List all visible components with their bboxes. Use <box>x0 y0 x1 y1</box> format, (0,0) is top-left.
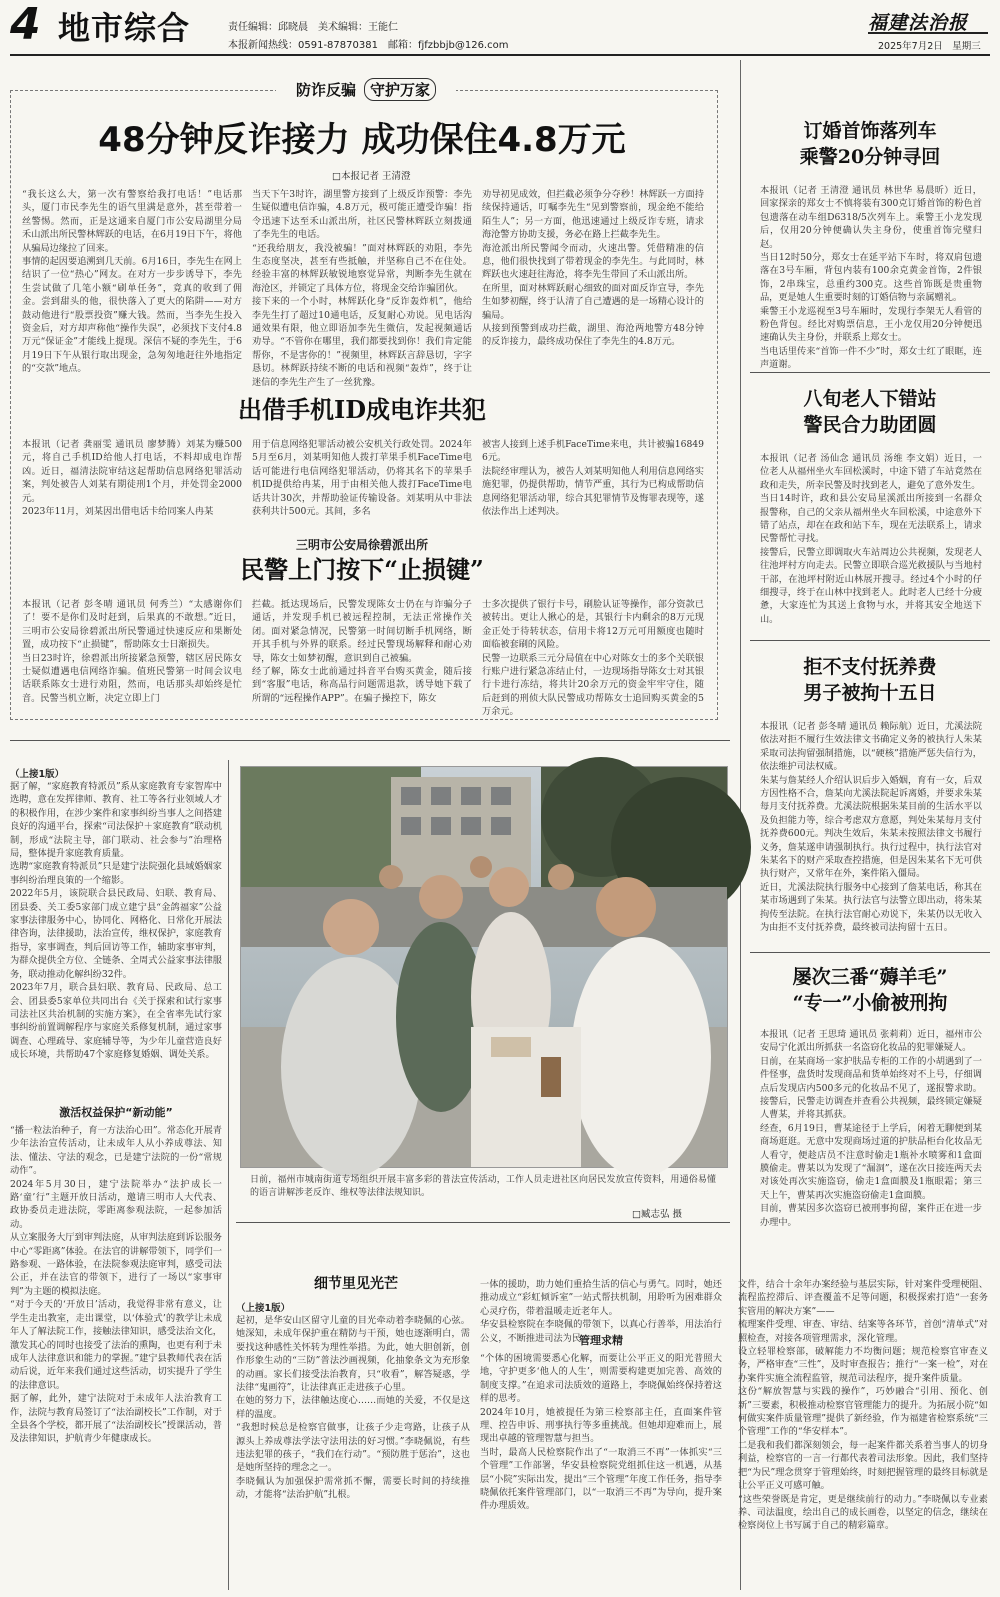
story3-headline: 民警上门按下“止损键” <box>240 555 484 584</box>
side-rule-1 <box>750 372 990 373</box>
story1-column-3: 劝导初见成效，但拦截必须争分夺秒！林辉跃一方面持续保持通话，叮嘱李先生“见到警察前，现金绝不能给陌生人”；另一方面，他迅速通过上级反诈专班，请求海沧警方协助支援，务必在路上拦截李先生。 海沧派出所民警闻令而动，火速出警。凭借精准的信息，他们很快找到了带着现金的李先生。与此同时，林辉跃也火速赶往海沧，将李先生带回了禾山派出所。 在所里，面对林辉跃耐心细致的面对面反诈宣导，李先生如梦初醒，终于认清了自己遭遇的是一场精心设计的骗局。 从接到预警到成功拦截，湖里、海沧两地警方48分钟的反诈接力，最终成功保住了李先生的4.8万元。 <box>482 189 704 348</box>
story2-column-2: 用于信息网络犯罪活动被公安机关行政处罚。2024年5月至6月，刘某明知他人拨打苹果手机FaceTime电话可能进行电信网络犯罪活动，仍将其名下的苹果手机ID提供给冉某，用于由相关他人拨打FaceTime电话共计30次，并帮助验证传输设备。刘某明从中非法获利共计500元。其间，多名 <box>252 439 472 518</box>
photo-rule <box>236 1222 730 1223</box>
bottom-subhead: 管理求精 <box>579 1334 623 1347</box>
bottom-headline: 细节里见光芒 <box>314 1276 398 1292</box>
bottom-column-2b: “个体的困境需要悉心化解，而要让公平正义的阳光普照大地，守护更多‘他人的人生’，则需要构建更加完善、高效的制度支撑。”在追求司法质效的道路上，李晓佩始终保持着这样的思考。 2024年10月，她被提任为第三检察部主任，直面案件管理、控告申诉、刑事执行等多重挑战。但她却迎难而上，展现出卓越的管理智慧与担当。 当时，最高人民检察院作出了“一取消三不再”一体抓实“三个管理”工作部署，华安县检察院党组抓住这一机遇，从基层“小院”实际出发，提出“三个管理”年度工作任务，指导李晓佩依托案件管理部门，以“一取消三不再”为导向，提升案件办理质效。 <box>480 1353 722 1512</box>
left-body-2: “播一粒法治种子，育一方法治心田”。常态化开展青少年法治宣传活动，让未成年人从小养成尊法、知法、懂法、守法的观念，已是建宁法院的一份“常规动作”。 2024年5月30日，建宁法院举办“法护成长一路‘童’行”主题开放日活动，邀请三明市人大代表、政协委员走进法院，零距离参观法院，一起参加活动。 从立案服务大厅到审判法庭，从审判法庭到诉讼服务中心“零距离”体验。在法官的讲解带领下，同学们一路参观、一路体验，在法院参观法庭审判，感受司法公正，并在法官的带领下，进行了一场以“家事审判”为主题的模拟法庭。 “对于今天的‘开放日’活动，我觉得非常有意义，让学生走出教室，走出课堂，以‘体验式’的教学让未成年人了解法院工作，接触法律知识，感受法治文化，激发其心的同时也接受了法治的熏陶，也更有利于未成年人法律意识和能力的掌握。”建宁县教师代表在活动后说，近年来我们通过这些活动，切实提升了学生的法律意识。 据了解，此外，建宁法院对于未成年人法治教育工作，法院与教育局签订了“法治副校长”工作制，对于全县各个学校，都开展了“法治副校长”授课活动，普及法律知识，护航青少年健康成长。 <box>10 1125 222 1445</box>
hotline-email: 本报新闻热线：0591-87870381 邮箱：fjfzbbjb@126.com <box>228 40 509 51</box>
story1-column-1: “我长这么大，第一次有警察给我打电话！”电话那头，厦门市民李先生的语气里满是意外，甚至带着一丝警惕。然而，正是这通来自厦门市公安局湖里分局禾山派出所民警林辉跃的电话，在6月19日下午，将他从骗局边缘拉了回来。 事情的起因要追溯到几天前。6月16日，李先生在网上结识了一位“热心”网友。在对方一步步诱导下，李先生尝试做了几笔小额“刷单任务”，竟真的收到了佣金。尝到甜头的他，很快落入了更大的陷阱——对方鼓动他进行“股票投资”赚大钱。然而，当李先生投入资金后，对方却声称他“操作失误”，必须找下支付4.8万元“保证金”才能线上提现。深信不疑的李先生，于6月19日下午从银行取出现金，急匆匆地赶往外地指定的“交款”地点。 <box>22 189 242 375</box>
side2-body: 本报讯（记者 汤仙念 通讯员 汤维 李文娟）近日，一位老人从福州坐火车回松溪时，中途下错了车站竟然在政和走失，所幸民警及时找到老人，避免了意外发生。 当日14时许，政和县公安局星溪派出所接到一名群众报警称，自己的父亲从福州坐火车回松溪，中途意外下错了站点，却在在政和站下车，现在无法联系上，请求民警帮忙寻找。 接警后，民警立即调取火车站周边公共视频，发现老人往池坪村方向走去。民警立即联合巡光救援队与当地村干部，在池坪村附近山林展开搜寻。经过4个小时的仔细搜寻，终于在山林中找到老人。此时老人已经十分疲惫，大家连忙为其送上食物与水，并将其安全地送下山。 <box>760 453 982 625</box>
story3-subhead: 三明市公安局徐碧派出所 <box>295 538 428 552</box>
side4-body: 本报讯（记者 王思琦 通讯员 张莉莉）近日，福州市公安局宁化派出所抓获一名盗窃化妆品的犯罪嫌疑人。 日前，在某商场一家护肤品专柜的工作的小胡遇到了一件怪事，盘货时发现商品和货单始终对不上号，仔细调点后发现店内500多元的化妆品不见了，遂报警求助。接警后，民警走访调查并查看公共视频，最终锁定嫌疑人曹某，并将其抓获。 经查，6月19日，曹某途径于上学后，闲着无聊便到某商场逛逛。无意中发现商场过道的护肤品柜台化妆品无人看守，便趁店员不注意时偷走1瓶补水喷雾和1盒面膜偷走。曹某以为发现了“漏洞”，遂在次日接连两天去对该处再次实施盗窃，偷走1盒面膜及1瓶眼霜；第三天上午，曹某再次实施盗窃偷走1盒面膜。 目前，曹某因多次盗窃已被刑事拘留，案件正在进一步办理中。 <box>760 1029 982 1228</box>
side1-headline-line1: 订婚首饰落列车 <box>803 120 937 142</box>
story1-column-2: 当天下午3时许，湖里警方接到了上级反诈预警：李先生疑似遭电信诈骗，4.8万元，极可能正遭受诈骗！指令迅速下达至禾山派出所，社区民警林辉跃立刻拨通了李先生的电话。 “还我给朋友，我没被骗！”面对林辉跃的劝阻，李先生态度坚决，甚至有些抵触，并坚称自己不在住处。经验丰富的林辉跃敏锐地察觉异常，判断李先生就在海沧区，并锁定了具体方位，将现金交给诈骗团伙。 接下来的一个小时，林辉跃化身“反诈轰炸机”，他给李先生打了超过10通电话，反复耐心劝说。见电话沟通效果有限，他立即语加李先生微信，发起视频通话劝导。“不管你在哪里，我们都要找到你！我们肯定能帮你，不是害你的！”视频里，林辉跃言辞恳切，字字恳切。林辉跃持续不断的电话和视频“轰炸”，终于让迷信的李先生产生了一丝犹豫。 <box>252 189 472 388</box>
side2-headline-line1: 八旬老人下错站 <box>803 388 937 410</box>
story1-headline: 48分钟反诈接力 成功保住4.8万元 <box>98 120 626 160</box>
side3-headline-line2: 男子被拘十五日 <box>803 682 937 704</box>
left-body-1: 据了解，“家庭教育特派员”系从家庭教育专家智库中选聘，意在发挥律师、教育、社工等各行业领域人才的积极作用，在涉少案件和家事纠纷当事人之间搭建良好的沟通平台，探索“司法保护＋家庭教育”联动机制，形成“法院主导，部门联动、社会参与”治理格局，整体提升家庭教育质量。 选聘“家庭教育特派员”只是建宁法院强化县域婚姻家事纠纷治理良策的一个缩影。 2022年5月，该院联合县民政局、妇联、教育局、团县委、关工委5家部门成立建宁县“金鸽福家”公益家事法律服务中心，协同化、网格化、日常化开展法律咨询，法律援助，法治宣传，维权保护，家庭教育指导，家事调查，判后回访等工作，辅助家事审判，为群众提供全方位、全链条、全周式公益家事法律服务，联动推动化解纠纷32件。 2023年7月，联合县妇联、教育局、民政局、总工会、团县委5家单位共同出台《关于探索和试行家事司法社区共治机制的实施方案》，在全省率先试行家事纠纷前置调解程序与家庭关系修复机制，通过家事调查、心理疏导、家庭辅导等，为少年儿童营造良好成长环境，共帮助47个家庭修复婚姻、调处关系。 <box>10 781 222 1061</box>
page-number: 4 <box>10 0 41 50</box>
bottom-column-1: 起初，是华安山区留守儿童的目光牵动着李晓佩的心弦。她深知，未成年保护重在精防与干预，她也逐渐明白，需要找这种感性关怀转为理性举措。为此，她大胆创新，创作形象生动的“三防”普法沙画视频，化抽象条文为充形象的动画。家长们接受法治教育，只“收看”，解答疑惑，学法律“鬼画符”，让法律真正走进孩子心里。 在她的努力下，法律触达度心……而她的关爱，不仅是这样的温度。 “我想时候总是检察官做事，让孩子少走弯路，让孩子从源头上养成尊法学法守法用法的好习惯。”李晓佩说，有些违法犯罪的孩子，“我们在行动”。“预防胜于惩治”，这也是她所坚持的理念之一。 李晓佩认为加强保护需常抓不懈，需要长时间的持续推动，才能将“法治护航”扎根。 <box>236 1315 470 1501</box>
bottom-continued-label: （上接1版） <box>236 1303 291 1314</box>
side-rule-3 <box>750 952 990 953</box>
photo-caption: 日前，福州市城南街道专场组织开展丰富多彩的普法宣传活动，工作人员走进社区向居民发放宣传资料，用通俗易懂的语言讲解涉老反诈、维权等法律法规知识。 <box>250 1175 716 1199</box>
masthead-rule <box>10 54 990 56</box>
story1-byline: □本报记者 王清澄 <box>332 171 411 182</box>
banner-left: 防诈反骗 <box>295 80 356 99</box>
left-column-divider <box>228 760 229 1590</box>
side2-headline-line2: 警民合力助团圆 <box>803 414 937 436</box>
side4-headline-line2: “专一”小偷被刑拘 <box>792 992 948 1014</box>
newspaper-name: 福建法治报 <box>868 12 969 34</box>
side3-headline-line1: 拒不支付抚养费 <box>803 656 937 678</box>
news-photo <box>240 766 728 1168</box>
left-subhead: 激活权益保护“新动能” <box>59 1106 173 1119</box>
bottom-column-2: 一体的援助，助力她们重拾生活的信心与勇气。同时，她还推动成立“彩虹倾诉室”一站式帮扶机制，用聆听为困难群众心灵疗伤，带着温暖走近老年人。 华安县检察院在李晓佩的带领下，以真心行善举，用法治行公义，不断推进司法为民。 <box>480 1279 722 1344</box>
issue-date: 2025年7月2日 星期三 <box>878 41 981 52</box>
side-rule-2 <box>750 640 990 641</box>
side1-headline-line2: 乘警20分钟寻回 <box>799 146 941 168</box>
mid-section-rule <box>10 740 730 741</box>
photo-credit: □臧志弘 摄 <box>632 1209 682 1220</box>
story2-headline: 出借手机ID成电诈共犯 <box>237 395 487 424</box>
side3-body: 本报讯（记者 彭冬晴 通讯员 赖际航）近日，尤溪法院依法对拒不履行生效法律文书确定义务的被执行人朱某采取司法拘留强制措施，以“硬核”措施严惩失信行为，依法维护司法权威。 朱某与詹某经人介绍认识后步入婚姻，育有一女，后双方因性格不合，詹某向尤溪法院起诉离婚，并要求朱某每月支付抚养费。尤溪法院根据朱某目前的生活水平以及负担能力等，综合考虑双方意愿，判处朱某每月支付抚养费600元。判决生效后，朱某未按照法律文书履行义务，詹某遂申请强制执行。执行过程中，执行法官对朱某名下的财产采取查控措施，但是因朱某名下无可供执行财产，又常年在外，案件陷入僵局。 近日，尤溪法院执行服务中心接到了詹某电话，称其在某市场遇到了朱某。执行法官与法警立即出动，将朱某拘传至法院。在执行法官耐心劝说下，朱某仍以无收入为由拒不支付抚养费，最终被司法拘留十五日。 <box>760 721 982 934</box>
banner-right: 守护万家 <box>364 78 436 101</box>
section-title: 地市综合 <box>58 9 191 47</box>
bottom-column-3: 文件，结合十余年办案经验与基层实际，针对案件受理梗阻、流程监控滞后、评查覆盖不足等问题，积极探索打造“一套务实管用的解决方案”—— 梳理案件受理、审查、审结、结案等各环节，首创“清单式”对照检查，对接各项管理需求，深化管理。 设立轻罪检察部，破解能力不均衡问题；规范检察官审查义务，严格审查“三性”，及时审查报告；推行“一案一检”，对在办案件实施全流程监管，规范司法程序，提升案件质量。 这份“解放智慧与实践的操作”，巧妙融合“引用、预化、创新”三要素，积极推动检察官管理能力的提升。为拓展小院“如何做实案件质量管理”提供了新经验，作为福建省检察系统“三个管理”工作的“华安样本”。 二是我和我们都深刻领会，每一起案件都关系着当事人的切身利益，检察官的一言一行都代表着司法形象。因此，我们坚持把“为民”理念贯穿于管理始终，时刻把握管理的最终目标就是让公平正义可感可触。 “这些荣誉既是肯定，更是继续前行的动力。”李晓佩以专业素养、司法温度，绘出自己的成长画卷，以坚定的信念，继续在检察岗位上书写属于自己的精彩篇章。 <box>738 1279 988 1532</box>
newspaper-logo <box>868 8 988 34</box>
left-continued-label: （上接1版） <box>10 769 65 780</box>
anti-fraud-banner <box>276 74 456 104</box>
story3-column-1: 本报讯（记者 彭冬晴 通讯员 何秀兰）“太感谢你们了！要不是你们及时赶到，后果真的不敢想。”近日，三明市公安局徐碧派出所民警通过快速反应和果断处置，成功按下“止损键”，帮助陈女士日渐损失。 当日23时许，徐碧派出所接紧急预警，辖区居民陈女士疑似遭遇电信网络诈骗。值班民警第一时间会议电话联系陈女士进行劝阻，然而，电话那头却始终是忙音。民警当机立断，决定立即上门 <box>22 599 242 704</box>
side1-body: 本报讯（记者 王清澄 通讯员 林世华 易晨昕）近日，回家探亲的郑女士不慎将装有300克订婚首饰的粉色首包遗落在动车组D6318/5次列车上。乘警王小龙发现后，仅用20分钟便确认失主身份，使重首饰完璧归赵。 当日12时50分，郑女士在延平站下车时，将双肩包遗落在3号车厢，背包内装有100余克黄金首饰，2件银饰，2串珠宝，总重约300克。这些首饰既是贵重物品，更是她人生重要时刻的订婚信物与亲属赠礼。 乘警王小龙巡视至3号车厢时，发现行李架无人看管的粉色背包。经比对购票信息，王小龙仅用20分钟便迅速确认失主身份，并联系上郑女士。 当电话里传来“首饰一件不少”时，郑女士红了眼眶，连声道谢。 <box>760 185 982 371</box>
story3-column-3: 士多次提供了银行卡号，刷脸认证等操作，部分资款已被转出。更让人揪心的是，其银行卡内剩余的8万元现金正处于待转状态，信用卡将12万元可用额度也随时面临被套刷的风险。 民警一边联系三元分局值在中心对陈女士的多个关联银行账户进行紧急冻结止付，一边现场指导陈女士对其银行卡进行冻结，将共计20余万元的资金牢牢守住，随后赶到的刑侦大队民警成功帮陈女士追回购买黄金的5万余元。 <box>482 599 704 718</box>
crowd-photo-illustration <box>241 767 727 1167</box>
side4-headline-line1: 屡次三番“薅羊毛” <box>792 966 948 988</box>
editor-credits: 责任编辑：邱晓晨 美术编辑：王能仁 <box>228 22 398 33</box>
story3-column-2: 拦截。抵达现场后，民警发现陈女士仍在与诈骗分子通话，并发现手机已被远程控制，无法正常操作关闭。面对紧急情况，民警第一时间切断手机网络，断开其手机与外界的联系。经过民警现场解释和耐心劝导，陈女士如梦初醒，意识到自己被骗。 经了解，陈女士此前通过抖音平台购买黄金，随后接到“客服”电话，称高品行问题需退款，诱导她下载了所谓的“远程操作APP”。在骗子操控下，陈女 <box>252 599 472 704</box>
story2-column-1: 本报讯（记者 龚丽雯 通讯员 廖梦腾）刘某为赚500元，将自己手机ID给他人打电话，不料却成电诈帮凶。近日，福清法院审结这起帮助信息网络犯罪活动案，判处被告人刘某有期徒刑1个月，并处罚金2000元。 2023年11月，刘某因出借电话卡给同案人冉某 <box>22 439 242 518</box>
story2-column-3: 被害人接到上述手机FaceTime来电，共计被骗168496元。 法院经审理认为，被告人刘某明知他人利用信息网络实施犯罪，仍提供帮助，情节严重，其行为已构成帮助信息网络犯罪活动罪，综合其犯罪情节及悔罪表现等，遂依法作出上述判决。 <box>482 439 704 518</box>
